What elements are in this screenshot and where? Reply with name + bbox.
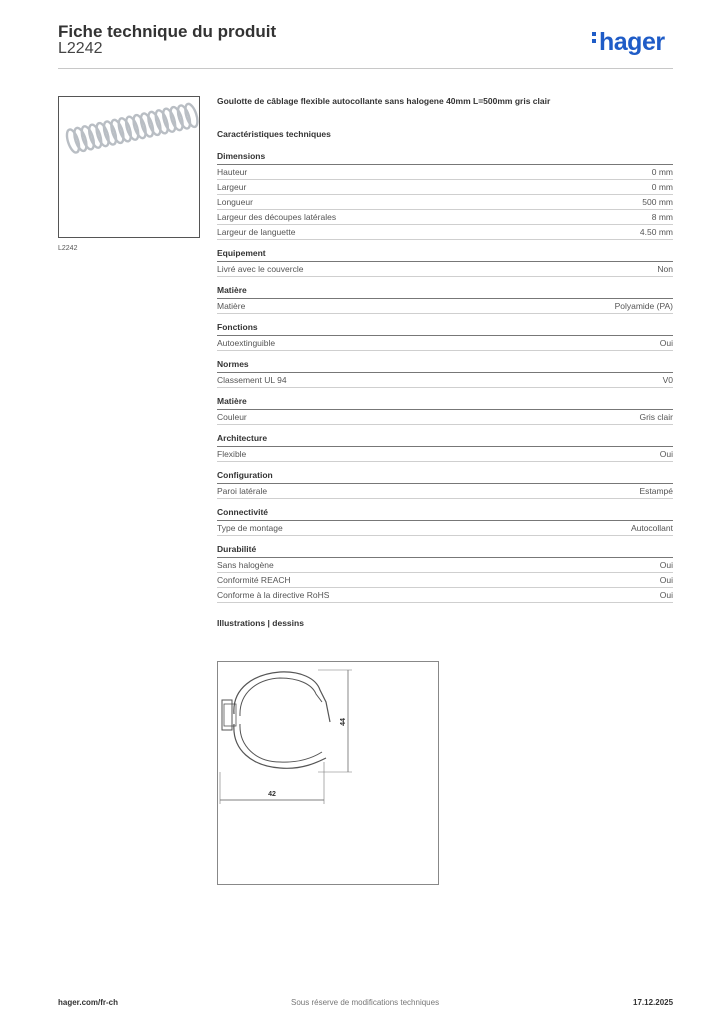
- coil-loop: [124, 115, 141, 141]
- coil-loop: [146, 110, 163, 136]
- section-title: Equipement: [217, 246, 673, 262]
- spec-label: Livré avec le couvercle: [217, 264, 304, 274]
- illustrations-title: Illustrations | dessins: [217, 618, 304, 628]
- spec-label: Conformité REACH: [217, 575, 291, 585]
- dim-height-label: 44: [340, 718, 347, 726]
- section-title: Matière: [217, 394, 673, 410]
- section-title: Fonctions: [217, 320, 673, 336]
- spec-section: [217, 542, 673, 603]
- hager-logo: [592, 28, 665, 57]
- spec-value: V0: [662, 375, 673, 385]
- spec-value: Polyamide (PA): [614, 301, 673, 311]
- spec-value: Oui: [659, 575, 673, 585]
- spec-section: [217, 246, 673, 277]
- spec-label: Largeur de languette: [217, 227, 296, 237]
- spec-label: Hauteur: [217, 167, 248, 177]
- spec-value: Oui: [659, 449, 673, 459]
- spec-row: [217, 336, 673, 351]
- spec-row: [217, 180, 673, 195]
- spec-label: Couleur: [217, 412, 247, 422]
- wrap-clip: [222, 700, 232, 730]
- spec-value: Estampé: [639, 486, 673, 496]
- coil-loop: [87, 123, 104, 149]
- spec-section: [217, 394, 673, 425]
- coil-loop: [102, 120, 119, 146]
- section-title: Dimensions: [217, 149, 673, 165]
- product-name: Goulotte de câblage flexible autocollante sans halogene 40mm L=500mm gris clair: [217, 96, 551, 106]
- spec-label: Longueur: [217, 197, 253, 207]
- photo-caption: L2242: [58, 245, 78, 252]
- product-photo: [58, 96, 200, 238]
- spec-section: [217, 357, 673, 388]
- logo-text: hager: [599, 28, 665, 56]
- spec-row: [217, 521, 673, 536]
- coil-loop: [161, 107, 178, 133]
- spec-value: Oui: [659, 338, 673, 348]
- spec-section: [217, 149, 673, 240]
- spec-label: Conforme à la directive RoHS: [217, 590, 330, 600]
- spec-row: [217, 165, 673, 180]
- footer-date: 17.12.2025: [633, 998, 674, 1007]
- coil-loop: [116, 117, 133, 143]
- spec-row: [217, 373, 673, 388]
- spec-section: [217, 320, 673, 351]
- section-title: Durabilité: [217, 542, 673, 558]
- coil-loop: [79, 125, 96, 151]
- section-title: Architecture: [217, 431, 673, 447]
- spec-value: Gris clair: [639, 412, 673, 422]
- spec-label: Classement UL 94: [217, 375, 287, 385]
- spec-label: Sans halogène: [217, 560, 274, 570]
- spec-label: Flexible: [217, 449, 247, 459]
- spec-value: Autocollant: [630, 523, 673, 533]
- spec-row: [217, 410, 673, 425]
- coil-loop: [109, 118, 126, 144]
- spec-row: [217, 573, 673, 588]
- specs-title: Caractéristiques techniques: [217, 129, 331, 139]
- coil-loop: [176, 104, 193, 130]
- spec-row: [217, 225, 673, 240]
- coil-loop: [72, 126, 89, 152]
- spec-label: Paroi latérale: [217, 486, 268, 496]
- spec-row: [217, 195, 673, 210]
- coil-loop: [94, 122, 111, 148]
- coil-loop: [131, 114, 148, 140]
- header-divider: [58, 68, 673, 69]
- section-title: Connectivité: [217, 505, 673, 521]
- spec-value: 0 mm: [651, 182, 673, 192]
- spec-section: [217, 468, 673, 499]
- footer-note: Sous réserve de modifications techniques: [291, 998, 440, 1007]
- spec-section: [217, 431, 673, 462]
- spec-label: Matière: [217, 301, 246, 311]
- spec-value: 0 mm: [651, 167, 673, 177]
- spec-label: Autoextinguible: [217, 338, 276, 348]
- product-details: [217, 95, 673, 630]
- coil-loop: [168, 106, 185, 132]
- spec-sections: [217, 149, 673, 603]
- footer-website[interactable]: hager.com/fr-ch: [58, 998, 119, 1007]
- coil-loop: [139, 112, 156, 138]
- spec-section: [217, 505, 673, 536]
- wrap-profile-outer-return: [240, 678, 322, 716]
- spec-value: 8 mm: [651, 212, 673, 222]
- dim-width-label: 42: [268, 791, 276, 798]
- section-title: Matière: [217, 283, 673, 299]
- cable-wrap-section-drawing: [218, 662, 438, 884]
- spec-value: Non: [657, 264, 673, 274]
- wrap-profile-outer: [234, 672, 330, 722]
- spec-row: [217, 484, 673, 499]
- spec-label: Largeur: [217, 182, 247, 192]
- spec-row: [217, 447, 673, 462]
- spec-row: [217, 262, 673, 277]
- wrap-profile-bottom-inner: [240, 724, 322, 762]
- technical-drawing: [217, 661, 439, 885]
- spec-row: [217, 558, 673, 573]
- spec-value: Oui: [659, 590, 673, 600]
- spiral-cable-wrap-photo: [59, 97, 199, 237]
- coil-loop: [153, 109, 170, 135]
- spec-label: Type de montage: [217, 523, 283, 533]
- spec-value: Oui: [659, 560, 673, 570]
- spec-row: [217, 210, 673, 225]
- spec-value: 500 mm: [642, 197, 673, 207]
- spec-row: [217, 299, 673, 314]
- spec-section: [217, 283, 673, 314]
- product-code: L2242: [58, 40, 103, 57]
- spec-label: Largeur des découpes latérales: [217, 212, 337, 222]
- coil-loop: [183, 102, 199, 128]
- spec-row: [217, 588, 673, 603]
- spec-value: 4.50 mm: [639, 227, 673, 237]
- section-title: Configuration: [217, 468, 673, 484]
- coil-loop: [65, 128, 82, 154]
- page-title: Fiche technique du produit: [58, 22, 277, 41]
- section-title: Normes: [217, 357, 673, 373]
